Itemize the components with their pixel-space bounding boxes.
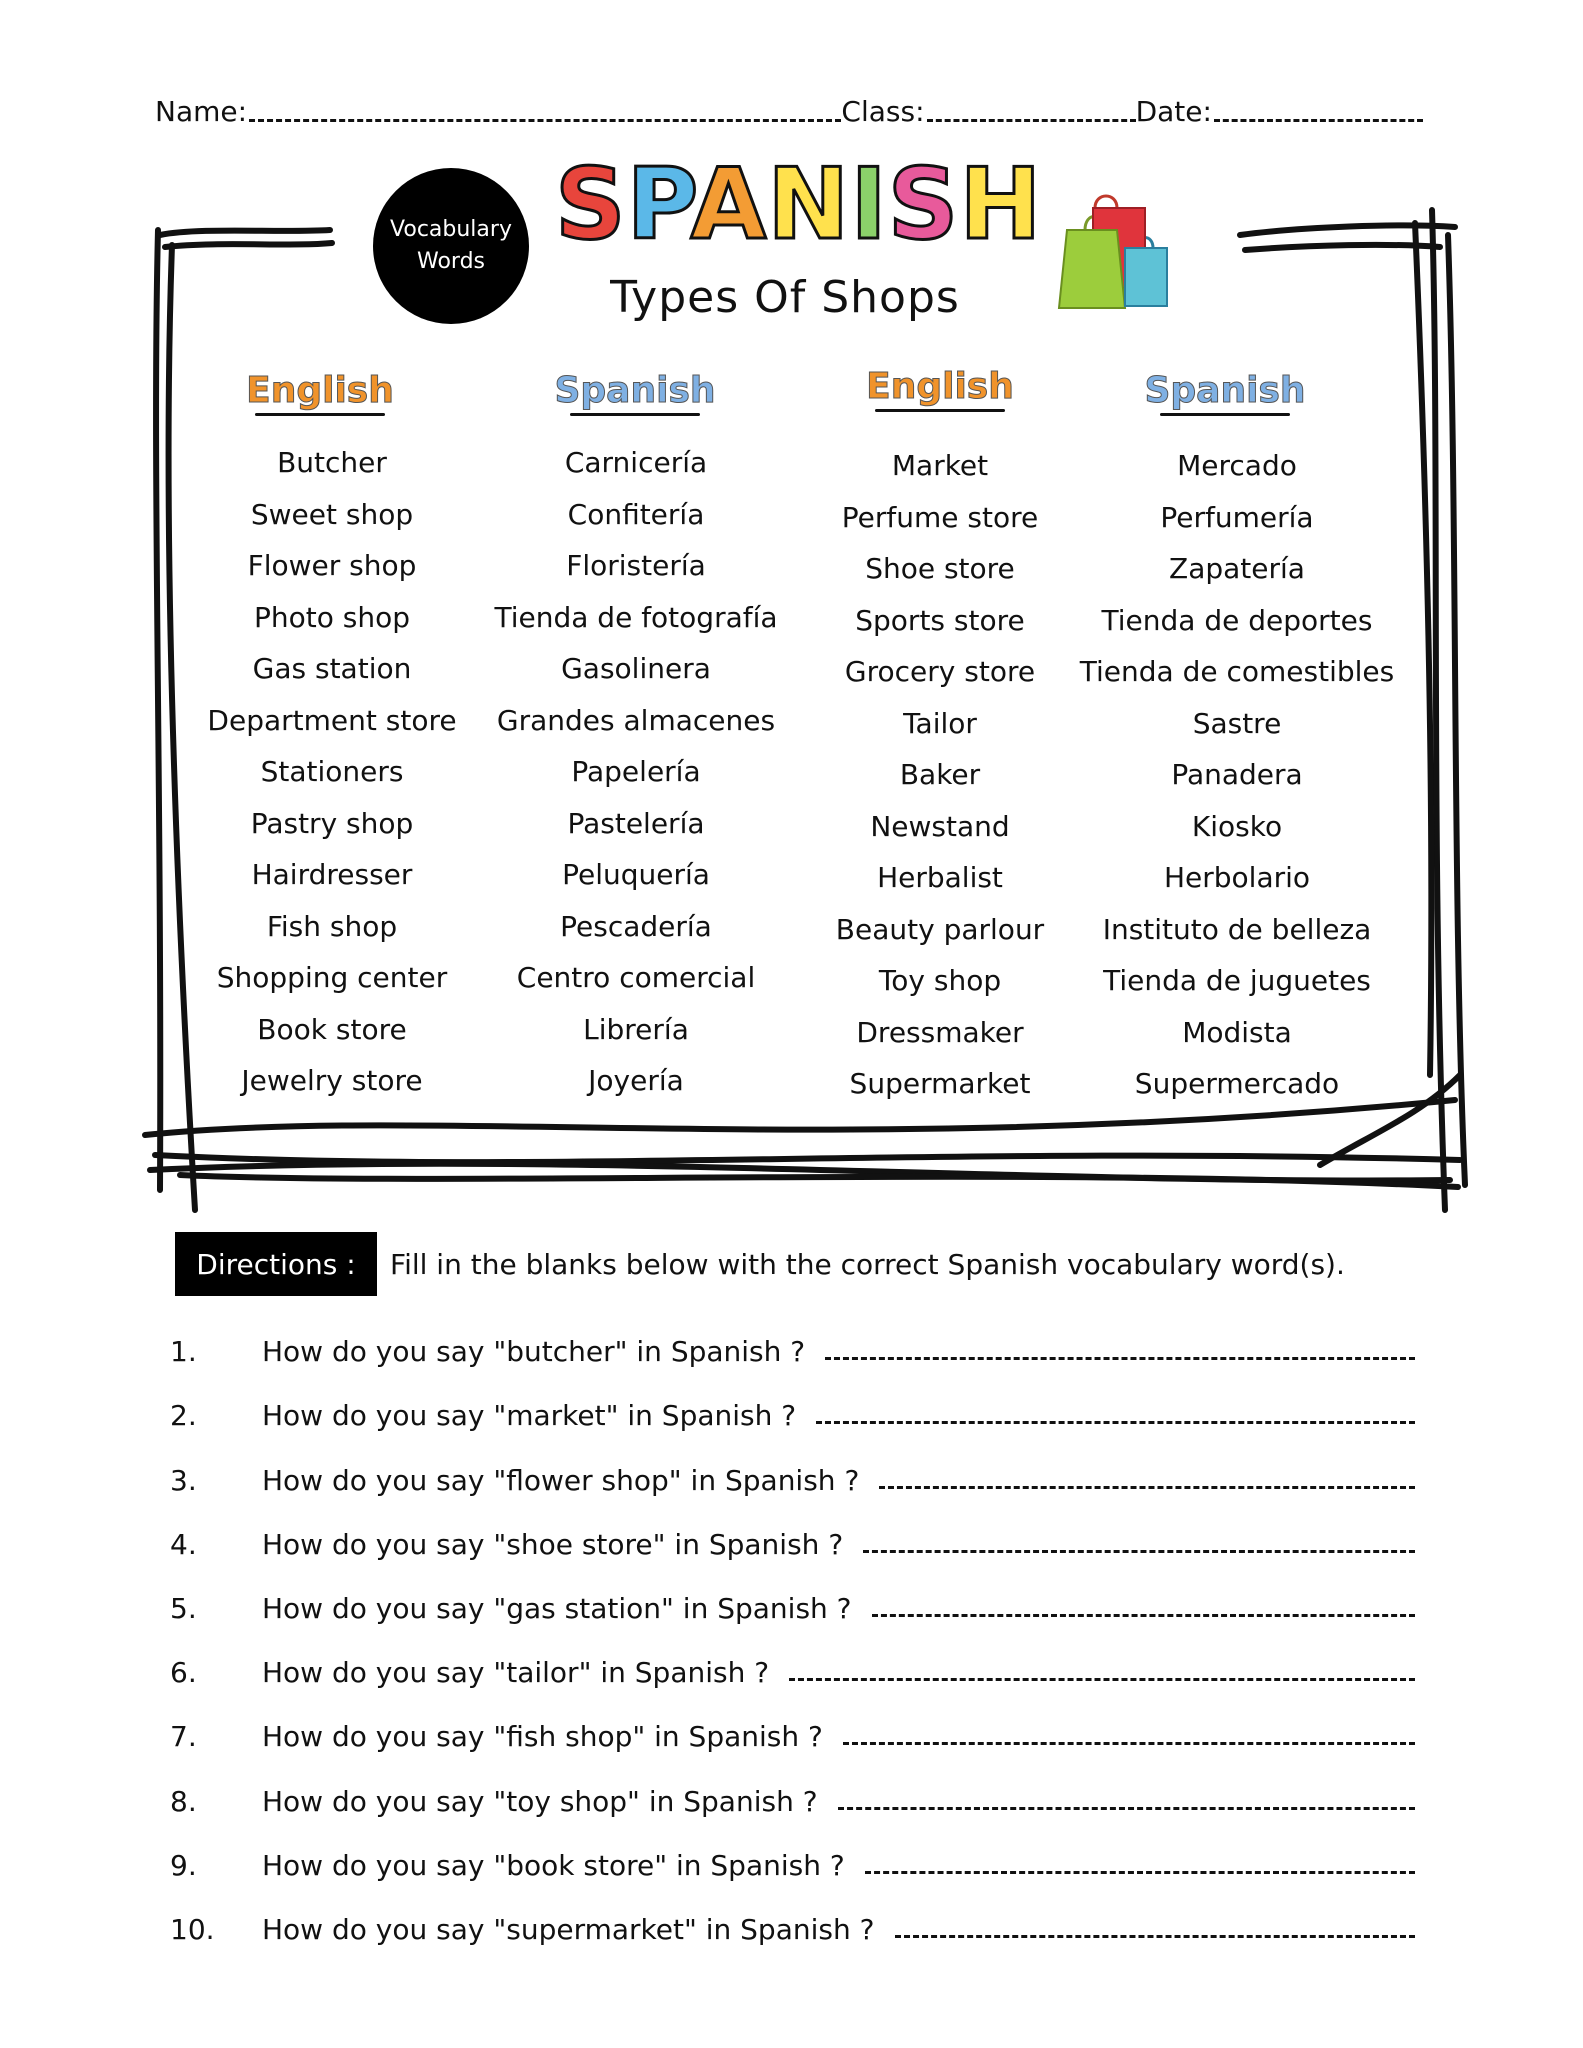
vocab-item: Modista: [1182, 1015, 1292, 1049]
vocab-item: Tienda de fotografía: [494, 600, 778, 634]
right-english-header: [830, 366, 1050, 412]
vocab-item: Gas station: [252, 652, 412, 685]
vocab-item: Kiosko: [1191, 809, 1283, 843]
vocab-item: Supermercado: [1134, 1067, 1340, 1100]
question-text: How do you say "butcher" in Spanish ?: [262, 1335, 806, 1369]
vocab-item: Tailor: [903, 706, 977, 740]
left-english-list: [182, 440, 482, 1110]
question-row: [170, 1318, 1415, 1382]
answer-blank[interactable]: [838, 1807, 1415, 1810]
question-number: 1.: [170, 1335, 197, 1369]
vocab-item: Panadera: [1171, 758, 1303, 791]
answer-blank[interactable]: [865, 1871, 1415, 1874]
vocab-item: Centro comercial: [516, 961, 756, 994]
vocab-item: Sports store: [855, 603, 1025, 637]
shopping-bags-icon: [1055, 190, 1185, 315]
question-row: [170, 1703, 1415, 1767]
question-text: How do you say "gas station" in Spanish ?: [262, 1591, 852, 1625]
right-spanish-header-text: Spanish: [1144, 370, 1306, 411]
question-number: 8.: [170, 1784, 197, 1818]
page-subtitle: Types Of Shops: [610, 272, 960, 323]
vocab-item: Herbalist: [877, 861, 1003, 894]
right-english-list: [790, 443, 1090, 1113]
question-text: How do you say "shoe store" in Spanish ?: [262, 1527, 844, 1561]
vocab-item: Perfume store: [841, 500, 1039, 534]
question-text: How do you say "book store" in Spanish ?: [262, 1848, 845, 1882]
left-english-header: [210, 370, 430, 416]
left-spanish-list: [486, 440, 786, 1110]
vocab-item: Hairdresser: [251, 858, 413, 891]
vocab-item: Dressmaker: [856, 1015, 1024, 1049]
vocab-item: Gasolinera: [561, 652, 711, 685]
question-row: [170, 1639, 1415, 1703]
question-text: How do you say "flower shop" in Spanish ?: [262, 1463, 860, 1497]
right-english-header-text: English: [866, 366, 1014, 407]
title-letter: I: [850, 148, 888, 262]
vocab-item: Flower shop: [247, 549, 417, 582]
vocabulary-words-badge: [373, 168, 529, 324]
question-row: [170, 1896, 1415, 1960]
title-letter: S: [887, 148, 960, 262]
date-blank[interactable]: [1214, 111, 1423, 122]
question-row: [170, 1382, 1415, 1446]
header-underline: [255, 413, 385, 416]
title-letter: S: [555, 148, 627, 262]
vocab-item: Book store: [257, 1012, 407, 1046]
question-text: How do you say "tailor" in Spanish ?: [262, 1656, 770, 1690]
question-row: [170, 1767, 1415, 1831]
right-spanish-header: [1115, 370, 1335, 416]
question-text: How do you say "toy shop" in Spanish ?: [262, 1784, 818, 1818]
title-letter: A: [690, 148, 768, 262]
spanish-title: [555, 148, 1043, 262]
vocab-item: Librería: [583, 1012, 689, 1046]
class-label: Class:: [841, 95, 925, 128]
question-list: [170, 1318, 1415, 1960]
header-underline: [570, 413, 700, 416]
question-row: [170, 1575, 1415, 1639]
answer-blank[interactable]: [863, 1550, 1415, 1553]
question-text: How do you say "supermarket" in Spanish ?: [262, 1912, 875, 1946]
title-letter: H: [959, 148, 1043, 262]
vocab-item: Department store: [207, 703, 457, 737]
vocab-item: Sweet shop: [250, 497, 414, 531]
badge-line-2: Words: [416, 249, 485, 274]
question-number: 7.: [170, 1720, 197, 1754]
name-label: Name:: [155, 95, 248, 128]
vocab-item: Tienda de deportes: [1101, 603, 1373, 637]
vocab-item: Papelería: [571, 755, 701, 788]
vocab-item: Pastelería: [567, 806, 705, 840]
question-row: [170, 1446, 1415, 1510]
vocab-item: Confitería: [567, 497, 705, 531]
answer-blank[interactable]: [825, 1357, 1415, 1360]
vocab-item: Carnicería: [564, 446, 708, 479]
title-letter: P: [626, 148, 691, 262]
vocab-item: Tienda de juguetes: [1103, 964, 1371, 997]
title-letter: N: [767, 148, 851, 262]
vocab-item: Beauty parlour: [835, 912, 1045, 946]
question-text: How do you say "fish shop" in Spanish ?: [262, 1720, 823, 1754]
left-spanish-header: [525, 370, 745, 416]
vocab-item: Shoe store: [865, 552, 1015, 585]
answer-blank[interactable]: [843, 1742, 1415, 1745]
header-underline: [875, 409, 1005, 412]
vocab-item: Peluquería: [562, 858, 710, 891]
vocab-item: Grandes almacenes: [496, 703, 776, 737]
vocab-item: Fish shop: [266, 909, 398, 943]
class-blank[interactable]: [927, 111, 1136, 122]
vocab-item: Baker: [899, 758, 981, 791]
vocab-item: Photo shop: [253, 600, 410, 634]
vocab-item: Zapatería: [1169, 552, 1305, 585]
vocab-item: Butcher: [277, 446, 387, 479]
directions-label: Directions :: [175, 1232, 377, 1296]
date-label: Date:: [1135, 95, 1212, 128]
answer-blank[interactable]: [816, 1421, 1415, 1424]
student-info-line: [155, 88, 1423, 128]
question-row: [170, 1832, 1415, 1896]
question-number: 6.: [170, 1656, 197, 1690]
vocab-item: Sastre: [1192, 706, 1282, 740]
header-underline: [1160, 413, 1290, 416]
vocab-item: Shopping center: [216, 961, 448, 994]
left-english-header-text: English: [246, 370, 394, 411]
question-number: 3.: [170, 1463, 197, 1497]
vocab-item: Joyería: [588, 1064, 684, 1097]
directions-text: Fill in the blanks below with the correct Spanish vocabulary word(s).: [390, 1248, 1345, 1281]
question-number: 2.: [170, 1399, 197, 1433]
vocab-item: Supermarket: [849, 1067, 1031, 1100]
vocab-item: Pastry shop: [250, 806, 414, 840]
vocab-item: Jewelry store: [241, 1064, 423, 1097]
vocab-item: Floristería: [566, 549, 706, 582]
vocab-item: Newstand: [870, 809, 1010, 843]
vocab-item: Herbolario: [1163, 861, 1311, 894]
answer-blank[interactable]: [895, 1935, 1416, 1938]
question-number: 5.: [170, 1591, 197, 1625]
answer-blank[interactable]: [879, 1486, 1415, 1489]
vocab-item: Market: [891, 449, 989, 482]
name-blank[interactable]: [249, 111, 841, 122]
left-spanish-header-text: Spanish: [554, 370, 716, 411]
vocab-item: Grocery store: [844, 655, 1036, 688]
question-number: 10.: [170, 1912, 215, 1946]
vocab-item: Stationers: [260, 755, 404, 788]
right-spanish-list: [1077, 443, 1397, 1113]
question-number: 9.: [170, 1848, 197, 1882]
question-row: [170, 1511, 1415, 1575]
answer-blank[interactable]: [789, 1678, 1415, 1681]
answer-blank[interactable]: [872, 1614, 1415, 1617]
vocab-item: Pescadería: [560, 909, 712, 943]
vocab-item: Toy shop: [878, 964, 1002, 997]
question-number: 4.: [170, 1527, 197, 1561]
vocab-item: Tienda de comestibles: [1079, 655, 1395, 688]
vocab-item: Mercado: [1177, 449, 1297, 482]
vocab-item: Perfumería: [1160, 500, 1314, 534]
vocab-item: Instituto de belleza: [1102, 912, 1372, 946]
question-text: How do you say "market" in Spanish ?: [262, 1399, 797, 1433]
badge-line-1: Vocabulary: [390, 217, 512, 242]
